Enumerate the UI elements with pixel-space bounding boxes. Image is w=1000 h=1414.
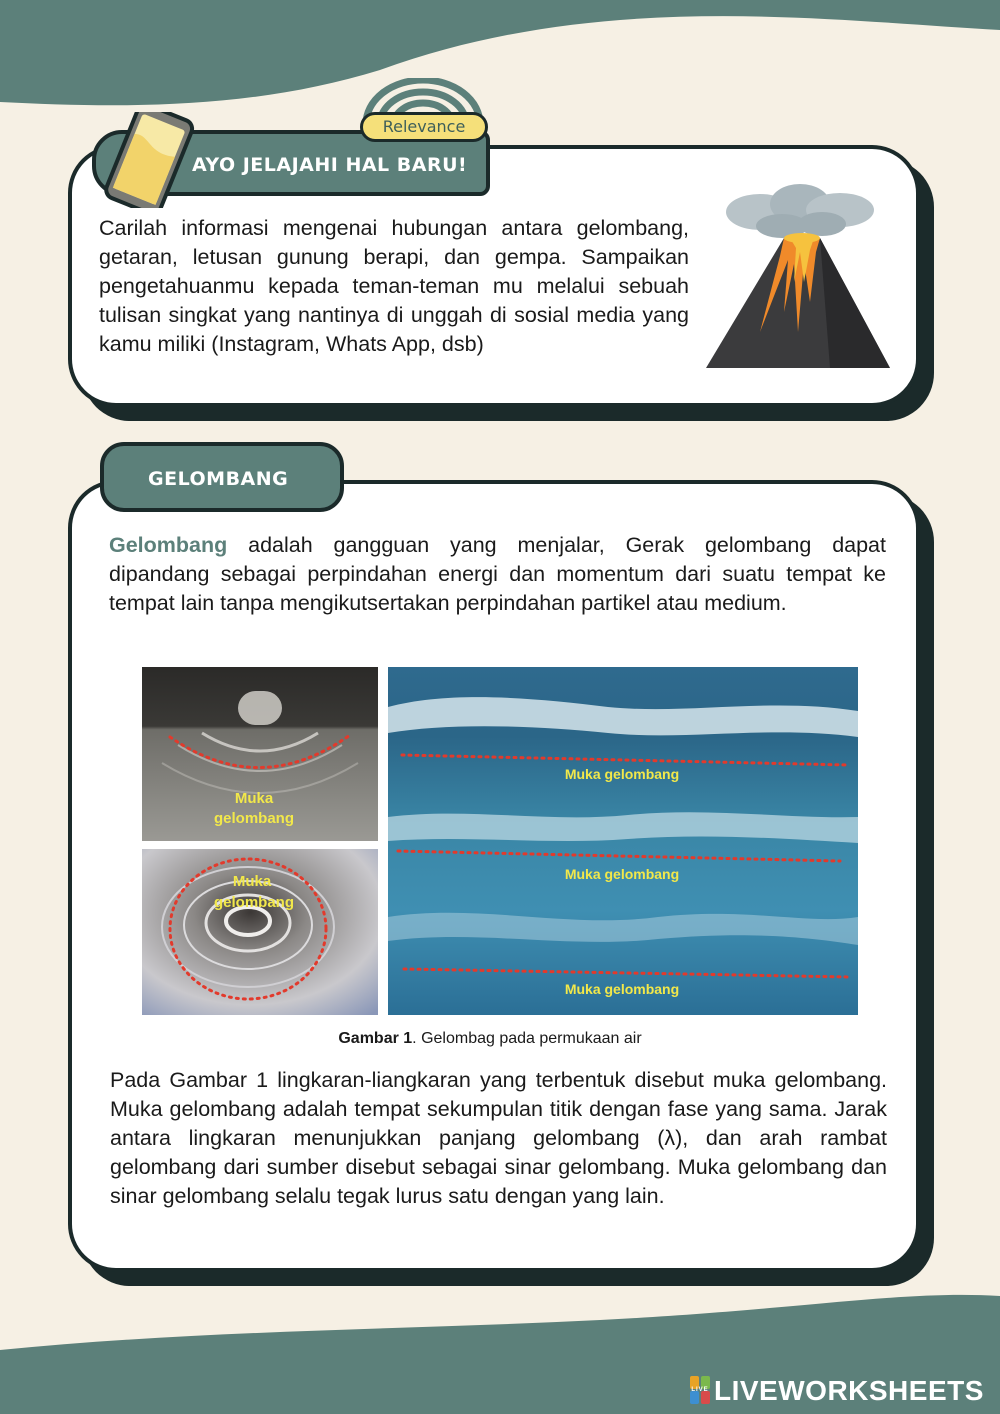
ocean-label-3: Muka gelombang <box>564 981 680 997</box>
gelombang-intro-text: adalah gangguan yang menjalar, Gerak gelombang dapat dipandang sebagai perpindahan energi dan momentum dari suatu tempat ke tempat lain tanpa mengikutsertakan perpindahan partikel atau medium. <box>109 533 886 615</box>
photo-ocean-waves <box>388 667 858 1015</box>
activity-title: AYO JELAJAHI HAL BARU! <box>192 154 468 176</box>
figure-caption-bold: Gambar 1 <box>338 1030 413 1047</box>
wave-tank-label-2: gelombang <box>213 810 295 827</box>
phone-icon <box>90 112 212 208</box>
top-wave <box>0 0 1000 110</box>
gelombang-title: GELOMBANG <box>148 468 289 490</box>
activity-body: Carilah informasi mengenai hubungan antara gelombang, getaran, letusan gunung berapi, dan gempa. Sampaikan pengetahuanmu kepada teman-teman mu melalui sebuah tulisan singkat yang nantinya di unggah di sosial media yang kamu miliki (Instagram, Whats App, dsb) <box>99 216 689 356</box>
gelombang-explanation: Pada Gambar 1 lingkaran-liangkaran yang terbentuk disebut muka gelombang. Muka gelombang adalah tempat sekumpulan titik dengan fase yang sama. Jarak antara lingkaran menunjukkan panjang gelombang (λ), dan arah rambat gelombang dari sumber disebut sebagai sinar gelombang. Muka gelombang dan sinar gelombang selalu tegak lurus satu dengan yang lain. <box>110 1068 887 1208</box>
figure-caption <box>0 1030 980 1048</box>
liveworksheets-brand: LIVEWORKSHEETS <box>714 1375 984 1406</box>
ripples-label-1: Muka <box>232 873 272 890</box>
logo-letters: LIVE <box>691 1387 709 1393</box>
ripples-label-2: gelombang <box>213 894 295 911</box>
gelombang-intro <box>109 531 886 618</box>
photo-ripples <box>142 849 378 1015</box>
ocean-label-2: Muka gelombang <box>564 866 680 882</box>
gelombang-title-tab <box>100 442 344 512</box>
photo-wave-tank <box>142 667 378 841</box>
gelombang-term: Gelombang <box>109 533 228 557</box>
wave-tank-label-1: Muka <box>234 790 274 807</box>
relevance-badge: Relevance <box>360 112 488 142</box>
figure-caption-rest: . Gelombag pada permukaan air <box>412 1030 642 1047</box>
ocean-label-1: Muka gelombang <box>564 766 680 782</box>
volcano-icon <box>700 182 895 372</box>
liveworksheets-logo-icon <box>690 1376 710 1404</box>
